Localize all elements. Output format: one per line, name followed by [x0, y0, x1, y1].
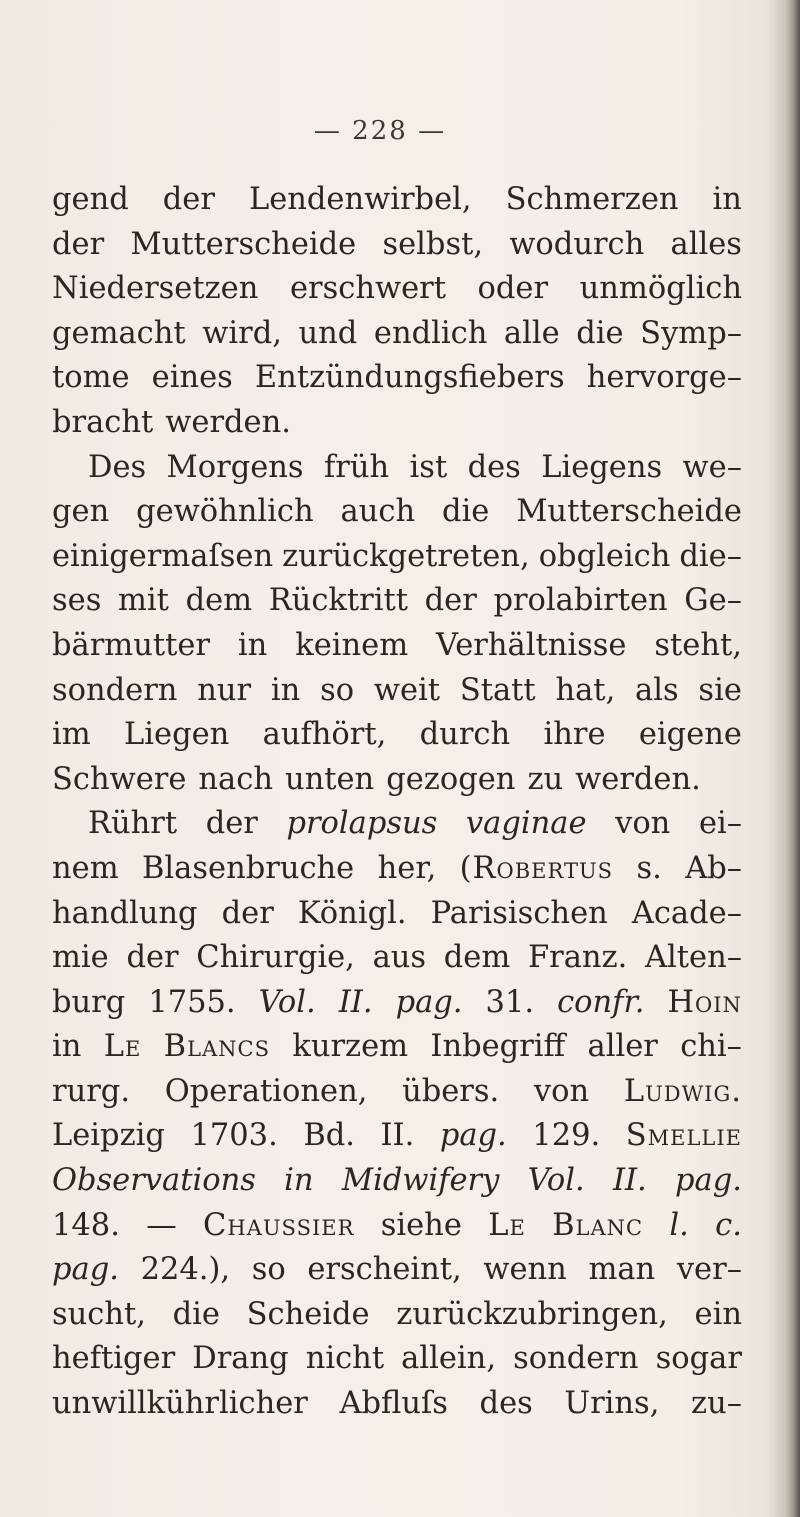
word: II. — [380, 1118, 415, 1154]
word: unwillkührlicher — [52, 1386, 308, 1422]
word: Le — [488, 1207, 526, 1243]
word: ein — [694, 1296, 742, 1332]
page-text-block — [52, 178, 742, 1427]
word: und — [298, 315, 358, 351]
word: Parisischen — [430, 895, 608, 931]
word: erscheint, — [307, 1252, 462, 1288]
word: man — [588, 1252, 656, 1288]
word: Inbegriff — [430, 1029, 566, 1065]
word: Liegens — [541, 449, 663, 485]
word: Rührt — [88, 806, 178, 842]
word: ist — [409, 449, 448, 485]
word: hervorge– — [586, 360, 742, 396]
word: sondern — [513, 1341, 639, 1377]
word: Lendenwirbel, — [248, 182, 472, 217]
word: Morgens — [166, 449, 304, 485]
text-line — [52, 1025, 742, 1070]
word: des — [479, 1386, 533, 1422]
word: sondern — [52, 672, 178, 708]
text-line — [52, 579, 742, 624]
word: II. — [338, 984, 373, 1020]
word: mie — [52, 940, 109, 976]
word: siehe — [380, 1207, 462, 1243]
word: der — [162, 182, 215, 217]
word: eigene — [638, 717, 742, 753]
word: Mutterscheide — [516, 494, 742, 530]
word: ihre — [543, 717, 606, 753]
word: von — [533, 1073, 590, 1109]
word: burg — [52, 984, 126, 1020]
word: pag. — [52, 1252, 119, 1288]
word: — — [146, 1207, 177, 1243]
word: (Robertus — [459, 850, 614, 886]
text-line — [52, 847, 742, 892]
word: der — [424, 583, 477, 619]
word: aus — [372, 940, 427, 976]
word: dem — [185, 583, 253, 619]
word: Abfluſs — [339, 1386, 448, 1422]
word: Blanc — [552, 1207, 644, 1243]
text-line — [52, 802, 742, 847]
word: unmöglich — [579, 271, 742, 307]
page-edge-shadow — [786, 0, 800, 1517]
word: nach — [198, 761, 273, 797]
text-line — [52, 1114, 742, 1159]
text-line — [52, 936, 742, 981]
word: alles — [670, 226, 742, 262]
word: Chirurgie, — [196, 940, 355, 976]
text-line — [52, 1070, 742, 1115]
text-line — [52, 1337, 742, 1382]
text-line — [52, 178, 742, 223]
word: Ludwig. — [623, 1073, 742, 1109]
word: confr. — [557, 984, 645, 1020]
word: von — [615, 806, 671, 842]
word: zu — [527, 761, 564, 797]
word: mit — [118, 583, 169, 619]
text-line — [52, 1159, 742, 1204]
word: einigermaſsen — [52, 538, 274, 574]
word: her, — [377, 850, 437, 886]
word: aufhört, — [262, 717, 387, 753]
word: Franz. — [527, 940, 628, 976]
word: pag. — [675, 1163, 742, 1199]
word: c. — [715, 1207, 742, 1243]
word: zurückgetreten, — [282, 538, 530, 574]
word: Schwere — [52, 761, 187, 797]
word: im — [52, 717, 91, 753]
word: Acade– — [631, 895, 742, 931]
text-line — [52, 1293, 742, 1338]
word: selbst, — [382, 226, 484, 262]
word: Drang — [192, 1341, 289, 1377]
word: ei– — [698, 806, 742, 842]
word: als — [635, 672, 679, 708]
page-number-header: — 228 — — [313, 116, 447, 146]
text-line — [52, 312, 742, 357]
text-line — [52, 1382, 742, 1427]
word: wodurch — [509, 226, 645, 262]
word: Ge– — [684, 583, 742, 619]
word: rurg. — [52, 1073, 131, 1109]
word: übers. — [402, 1073, 500, 1109]
word: die– — [679, 538, 742, 574]
text-line — [52, 535, 742, 580]
text-line — [52, 1204, 742, 1249]
word: Vol. — [527, 1163, 585, 1199]
word: aller — [587, 1029, 658, 1065]
word: we– — [682, 449, 742, 485]
word: in — [712, 182, 742, 217]
word: der — [52, 226, 105, 262]
word: Urins, — [564, 1386, 660, 1422]
word: 1755. — [148, 984, 236, 1020]
word: zu– — [691, 1386, 742, 1422]
word: wird, — [202, 315, 282, 351]
word: so — [251, 1252, 286, 1288]
word: Niedersetzen — [52, 271, 259, 307]
word: steht, — [654, 627, 742, 663]
word: wenn — [483, 1252, 567, 1288]
word: Königl. — [297, 895, 407, 931]
word: durch — [419, 717, 511, 753]
word: Blasenbruche — [142, 850, 355, 886]
word: tome — [52, 360, 130, 396]
word: 1703. — [190, 1118, 278, 1154]
word: sogar — [655, 1341, 742, 1377]
text-line — [52, 490, 742, 535]
word: nur — [197, 672, 252, 708]
word: obgleich — [538, 538, 671, 574]
word: 224.), — [140, 1252, 231, 1288]
word: Vol. — [258, 984, 316, 1020]
word: zurückzubringen, — [396, 1296, 668, 1332]
word: eines — [151, 360, 233, 396]
word: werden. — [575, 761, 701, 797]
text-line — [52, 401, 742, 446]
text-line — [52, 713, 742, 758]
text-line — [52, 981, 742, 1026]
word: Observations — [52, 1163, 256, 1199]
word: in — [237, 627, 268, 663]
word: 31. — [485, 984, 535, 1020]
word: Mutterscheide — [130, 226, 357, 262]
word: kurzem — [292, 1029, 409, 1065]
word: Verhältnisse — [436, 627, 627, 663]
word: weit — [373, 672, 441, 708]
word: prolapsus — [286, 806, 438, 842]
word: in — [52, 1029, 82, 1065]
word: gemacht — [52, 315, 186, 351]
word: Ab– — [685, 850, 742, 886]
word: Liegen — [124, 717, 230, 753]
word: endlich — [373, 315, 488, 351]
word: handlung — [52, 895, 198, 931]
word: Operationen, — [164, 1073, 368, 1109]
text-line — [52, 446, 742, 491]
word: die — [576, 315, 624, 351]
word: oder — [477, 271, 549, 307]
word: bärmutter — [52, 627, 210, 663]
word: Blancs — [163, 1029, 271, 1065]
word: prolabirten — [493, 583, 668, 619]
word: nicht — [305, 1341, 385, 1377]
text-line — [52, 1248, 742, 1293]
word: Le — [103, 1029, 142, 1065]
word: sie — [698, 672, 742, 708]
text-line — [52, 356, 742, 401]
word: dem — [443, 940, 511, 976]
word: in — [284, 1163, 314, 1199]
word: Alten– — [645, 940, 742, 976]
word: Entzündungsfiebers — [254, 360, 565, 396]
word: Des — [88, 449, 147, 485]
word: erschwert — [289, 271, 446, 307]
word: der — [205, 806, 258, 842]
word: alle — [503, 315, 560, 351]
text-line — [52, 892, 742, 937]
word: des — [467, 449, 521, 485]
word: so — [320, 672, 355, 708]
word: bracht — [52, 404, 154, 440]
word: Schmerzen — [505, 182, 679, 217]
word: der — [221, 895, 274, 931]
word: die — [172, 1296, 220, 1332]
word: in — [270, 672, 301, 708]
word: II. — [612, 1163, 647, 1199]
word: chi– — [680, 1029, 742, 1065]
text-line — [52, 624, 742, 669]
word: 129. — [532, 1118, 601, 1154]
word: Leipzig — [52, 1118, 165, 1154]
word: hat, — [555, 672, 616, 708]
word: der — [126, 940, 179, 976]
word: die — [441, 494, 490, 530]
word: Hoin — [667, 984, 742, 1020]
word: Symp– — [640, 315, 742, 351]
word: allein, — [401, 1341, 497, 1377]
word: Statt — [459, 672, 536, 708]
word: 148. — [52, 1207, 120, 1243]
word: pag. — [395, 984, 463, 1020]
word: keinem — [295, 627, 409, 663]
word: l. — [669, 1207, 689, 1243]
text-line — [52, 223, 742, 268]
word: gend — [52, 182, 129, 217]
word: pag. — [439, 1118, 507, 1154]
word: sucht, — [52, 1296, 146, 1332]
word: nem — [52, 850, 119, 886]
word: werden. — [165, 404, 291, 440]
word: heftiger — [52, 1341, 176, 1377]
word: unten — [284, 761, 375, 797]
word: ses — [52, 583, 102, 619]
word: früh — [323, 449, 390, 485]
word: Smellie — [625, 1118, 742, 1154]
text-line — [52, 267, 742, 312]
word: s. — [636, 850, 662, 886]
word: ver– — [676, 1252, 742, 1288]
word: Midwifery — [341, 1163, 500, 1199]
text-line — [52, 669, 742, 714]
word: auch — [340, 494, 416, 530]
word: gen — [52, 494, 110, 530]
word: gezogen — [386, 761, 516, 797]
word: Rücktritt — [268, 583, 408, 619]
word: Bd. — [303, 1118, 355, 1154]
word: vaginae — [465, 806, 587, 842]
word: Chaussier — [203, 1207, 355, 1243]
word: gewöhnlich — [136, 494, 314, 530]
text-line — [52, 758, 742, 803]
word: Scheide — [246, 1296, 370, 1332]
